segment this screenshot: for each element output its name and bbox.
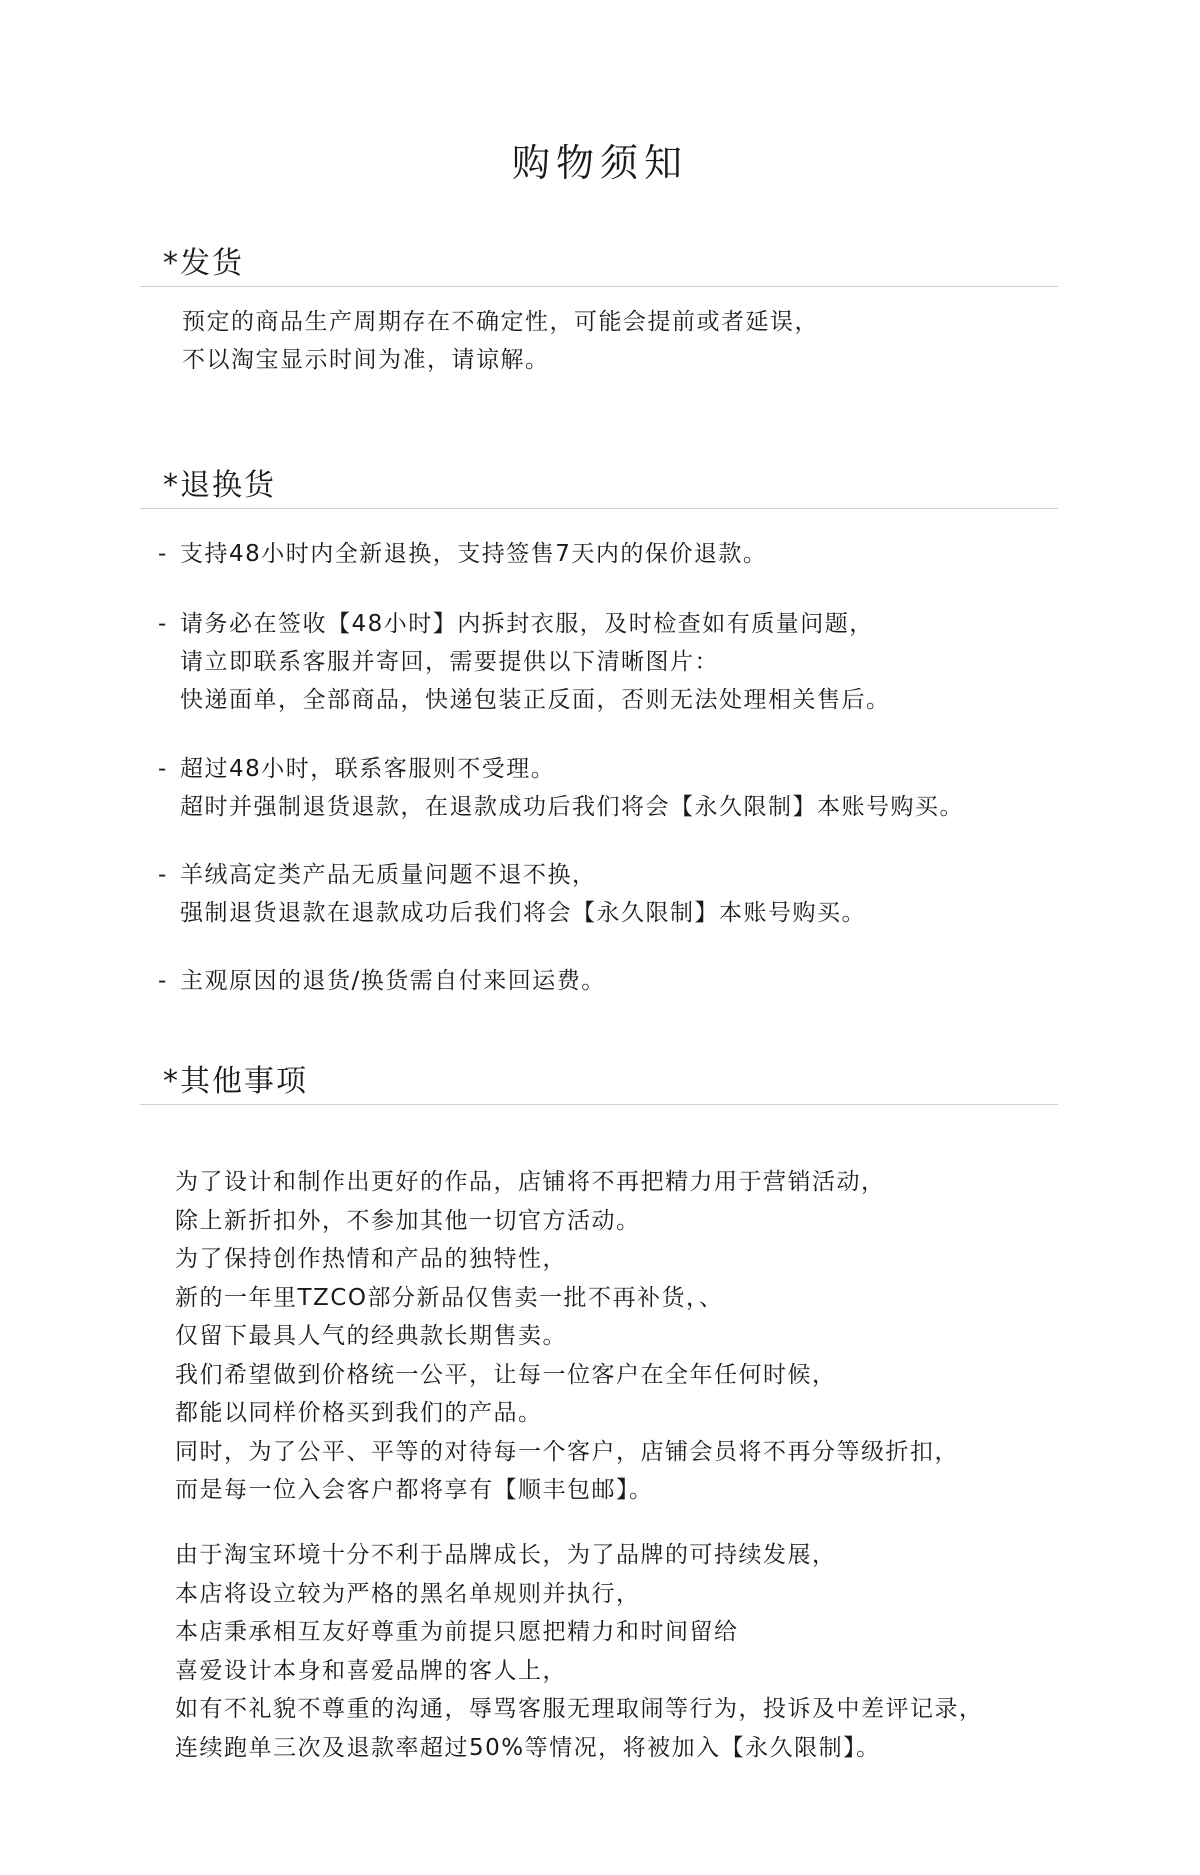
list-item-line: 超时并强制退货退款，在退款成功后我们将会【永久限制】本账号购买。	[180, 794, 964, 820]
list-item-text	[180, 750, 964, 826]
list-item-line: 主观原因的退货/换货需自付来回运费。	[180, 968, 606, 994]
list-item-line: 请务必在签收【48小时】内拆封衣服，及时检查如有质量问题，	[180, 611, 874, 637]
bullet-dash: -	[158, 968, 168, 994]
paragraph	[175, 1163, 959, 1510]
list-item-line: 羊绒高定类产品无质量问题不退不换，	[180, 862, 597, 888]
paragraph-line: 仅留下最具人气的经典款长期售卖。	[175, 1323, 567, 1349]
list-item-text	[180, 605, 891, 719]
list-item-text	[180, 535, 767, 573]
paragraph-line: 都能以同样价格买到我们的产品。	[175, 1400, 543, 1426]
paragraph-line: 而是每一位入会客户都将享有【顺丰包邮】。	[175, 1477, 654, 1503]
paragraph-line: 为了保持创作热情和产品的独特性，	[175, 1246, 567, 1272]
shipping-line: 预定的商品生产周期存在不确定性，可能会提前或者延误，	[182, 309, 819, 335]
paragraph	[175, 1536, 984, 1767]
divider	[140, 286, 1058, 287]
paragraph-line: 本店将设立较为严格的黑名单规则并执行，	[175, 1580, 641, 1607]
paragraph-line: 本店秉承相互友好尊重为前提只愿把精力和时间留给	[175, 1619, 739, 1645]
bullet-dash: -	[158, 756, 168, 782]
paragraph-line: 我们希望做到价格统一公平，让每一位客户在全年任何时候，	[175, 1361, 837, 1388]
section-heading-shipping: *发货	[163, 246, 244, 281]
paragraph-line: 连续跑单三次及退款率超过50%等情况，将被加入【永久限制】。	[175, 1734, 881, 1761]
bullet-dash: -	[158, 541, 168, 567]
paragraph-line: 为了设计和制作出更好的作品，店铺将不再把精力用于营销活动，	[175, 1169, 886, 1195]
bullet-dash: -	[158, 611, 168, 637]
divider	[140, 508, 1058, 509]
paragraph-line: 同时，为了公平、平等的对待每一个客户，店铺会员将不再分等级折扣，	[175, 1438, 959, 1465]
divider	[140, 1104, 1058, 1105]
list-item-line: 强制退货退款在退款成功后我们将会【永久限制】本账号购买。	[180, 900, 866, 926]
paragraph-line: 除上新折扣外，不参加其他一切官方活动。	[175, 1207, 641, 1234]
paragraph-line: 喜爱设计本身和喜爱品牌的客人上，	[175, 1657, 567, 1684]
section-heading-other: *其他事项	[163, 1064, 308, 1099]
paragraph-line: 由于淘宝环境十分不利于品牌成长，为了品牌的可持续发展，	[175, 1542, 837, 1568]
paragraph-line: 新的一年里TZCO部分新品仅售卖一批不再补货，、	[175, 1284, 724, 1311]
list-item-line: 快递面单，全部商品，快递包装正反面，否则无法处理相关售后。	[180, 687, 891, 713]
list-item-text	[180, 962, 606, 1000]
page-title: 购物须知	[511, 141, 688, 186]
shipping-notice	[182, 303, 819, 379]
list-item-line: 请立即联系客服并寄回，需要提供以下清晰图片：	[180, 649, 719, 675]
list-item-line: 支持48小时内全新退换，支持签售7天内的保价退款。	[180, 541, 768, 567]
bullet-dash: -	[158, 862, 168, 888]
list-item-text	[180, 856, 866, 932]
list-item-line: 超过48小时，联系客服则不受理。	[180, 756, 556, 782]
paragraph-line: 如有不礼貌不尊重的沟通，辱骂客服无理取闹等行为，投诉及中差评记录，	[175, 1696, 984, 1722]
section-heading-returns: *退换货	[163, 468, 276, 503]
shipping-line: 不以淘宝显示时间为准，请谅解。	[182, 347, 550, 373]
